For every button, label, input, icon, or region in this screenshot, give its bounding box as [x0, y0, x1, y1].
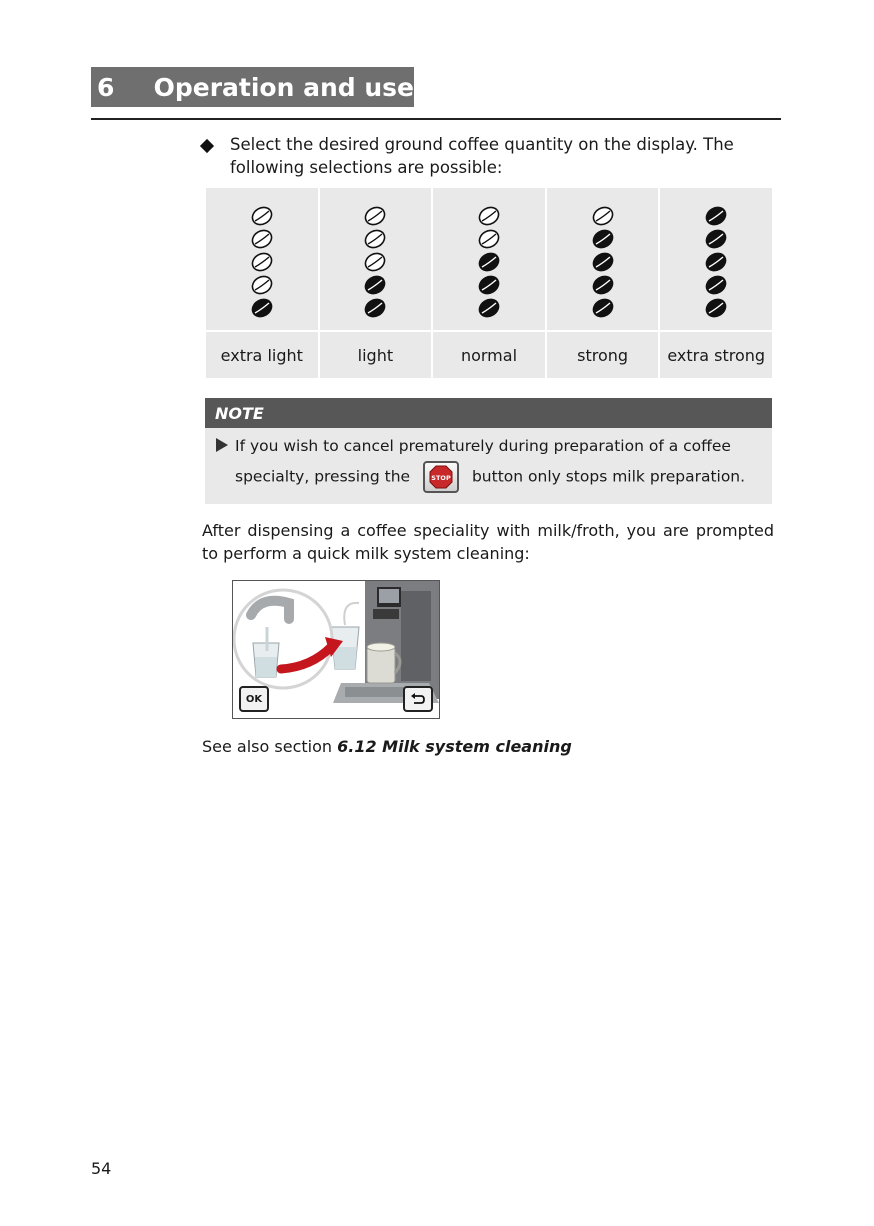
strength-label-cell [433, 332, 545, 378]
bean-indicator-cell [547, 188, 659, 330]
header-rule [91, 118, 781, 120]
intro-bullet [200, 133, 780, 179]
page-number: 54 [91, 1159, 112, 1178]
bean-indicator-cell [433, 188, 545, 330]
stop-label: STOP [431, 474, 451, 482]
note-title: NOTE [205, 398, 772, 428]
bean-empty-icon [364, 228, 386, 250]
bean-filled-icon [592, 297, 614, 319]
back-icon [403, 686, 433, 712]
bean-filled-icon [592, 251, 614, 273]
bean-filled-icon [592, 228, 614, 250]
see-also-reference: 6.12 Milk system cleaning [337, 737, 572, 756]
bean-empty-icon [251, 228, 273, 250]
milk-cleaning-screen-image [232, 580, 440, 719]
strength-label: extra strong [667, 345, 766, 365]
bean-filled-icon [478, 297, 500, 319]
triangle-bullet-icon [216, 438, 228, 452]
bean-empty-icon [364, 251, 386, 273]
bean-indicator-cell [660, 188, 772, 330]
chapter-title: Operation and use [153, 72, 414, 102]
bean-empty-icon [251, 274, 273, 296]
bean-filled-icon [705, 274, 727, 296]
bean-empty-icon [251, 251, 273, 273]
chapter-header [91, 67, 414, 107]
bean-empty-icon [478, 205, 500, 227]
bean-empty-icon [478, 228, 500, 250]
strength-label: normal [460, 345, 518, 365]
bean-filled-icon [478, 251, 500, 273]
chapter-number: 6 [97, 72, 115, 102]
strength-table [206, 188, 772, 378]
bean-filled-icon [705, 228, 727, 250]
intro-text: Select the desired ground coffee quantity on the display. The following selections are possible: [230, 135, 734, 177]
see-also [202, 737, 572, 756]
bean-empty-icon [364, 205, 386, 227]
see-also-prefix: See also section [202, 737, 333, 756]
bean-filled-icon [478, 274, 500, 296]
note-body [205, 428, 772, 493]
diamond-bullet-icon [200, 139, 214, 153]
bean-empty-icon [251, 205, 273, 227]
bean-filled-icon [364, 274, 386, 296]
strength-label-cell [206, 332, 318, 378]
bean-indicator-cell [320, 188, 432, 330]
strength-label-cell [660, 332, 772, 378]
stop-button-icon [423, 461, 459, 493]
note-text-after: button only stops milk preparation. [471, 467, 746, 486]
bean-filled-icon [705, 251, 727, 273]
strength-label-cell [547, 332, 659, 378]
ok-button: OK [239, 686, 269, 712]
bean-filled-icon [364, 297, 386, 319]
bean-filled-icon [705, 205, 727, 227]
note-box [205, 398, 772, 504]
strength-label-cell [320, 332, 432, 378]
bean-filled-icon [251, 297, 273, 319]
bean-filled-icon [592, 274, 614, 296]
bean-empty-icon [592, 205, 614, 227]
strength-label: light [357, 345, 394, 365]
note-text-before: If you wish to cancel prematurely during preparation of a coffee specialty, pressing the [235, 437, 731, 486]
strength-label: extra light [220, 345, 303, 365]
strength-label: strong [577, 345, 629, 365]
bean-indicator-cell [206, 188, 318, 330]
bean-filled-icon [705, 297, 727, 319]
cleaning-paragraph: After dispensing a coffee speciality with milk/froth, you are prompted to perform a quick milk system cleaning: [202, 521, 774, 563]
